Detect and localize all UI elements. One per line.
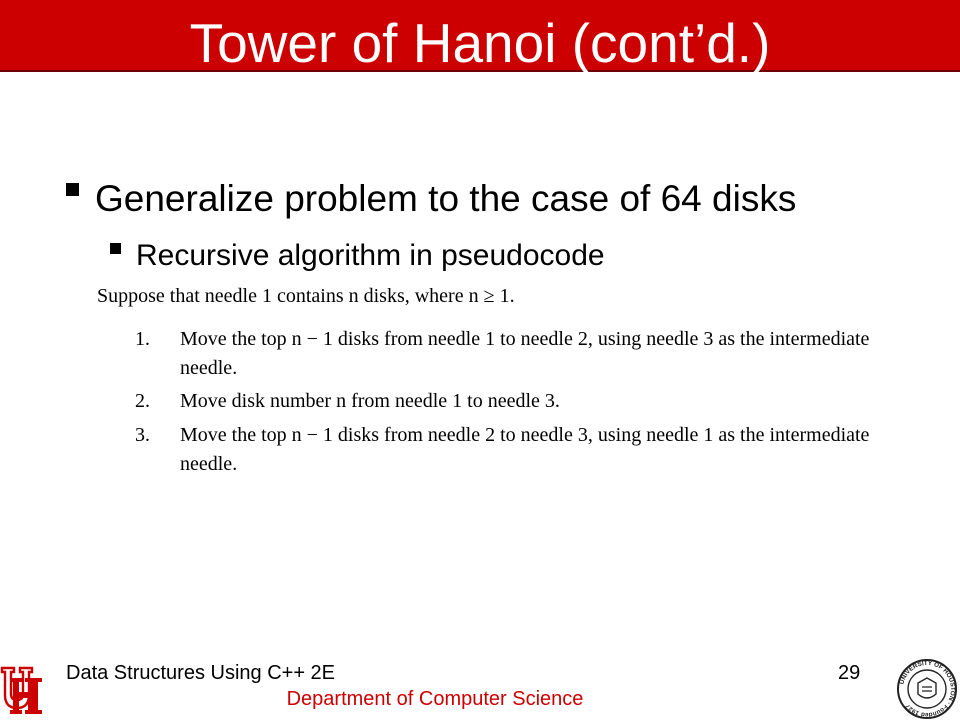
title-bar (0, 0, 960, 72)
step-number: 3. (135, 424, 150, 446)
footer-department: Department of Computer Science (286, 688, 584, 710)
bullet-level1 (66, 176, 796, 222)
page-number: 29 (838, 662, 861, 684)
step-number: 1. (135, 328, 150, 350)
footer-course: Data Structures Using C++ 2E (66, 662, 336, 684)
bullet-level2 (110, 236, 605, 276)
step-number: 2. (135, 390, 150, 412)
step-text: Move the top n − 1 disks from needle 2 to needle 3, using needle 1 as the intermediate needle. (180, 424, 870, 475)
seal-text: UNIVERSITY OF HOUSTON · Founded 1927 (898, 659, 957, 719)
university-seal-icon (896, 658, 958, 720)
bullet-level2-text: Recursive algorithm in pseudocode (136, 239, 605, 272)
pseudocode-intro: Suppose that needle 1 contains n disks, where n ≥ 1. (97, 285, 515, 307)
bullet-square-icon (66, 183, 79, 196)
bullet-level1-text: Generalize problem to the case of 64 disks (95, 178, 797, 219)
bullet-square-icon (110, 243, 121, 254)
slide-title: Tower of Hanoi (cont’d.) (189, 12, 771, 74)
step-text: Move the top n − 1 disks from needle 1 to needle 2, using needle 3 as the intermediate needle. (180, 328, 870, 379)
step-text: Move disk number n from needle 1 to needle 3. (180, 390, 560, 412)
